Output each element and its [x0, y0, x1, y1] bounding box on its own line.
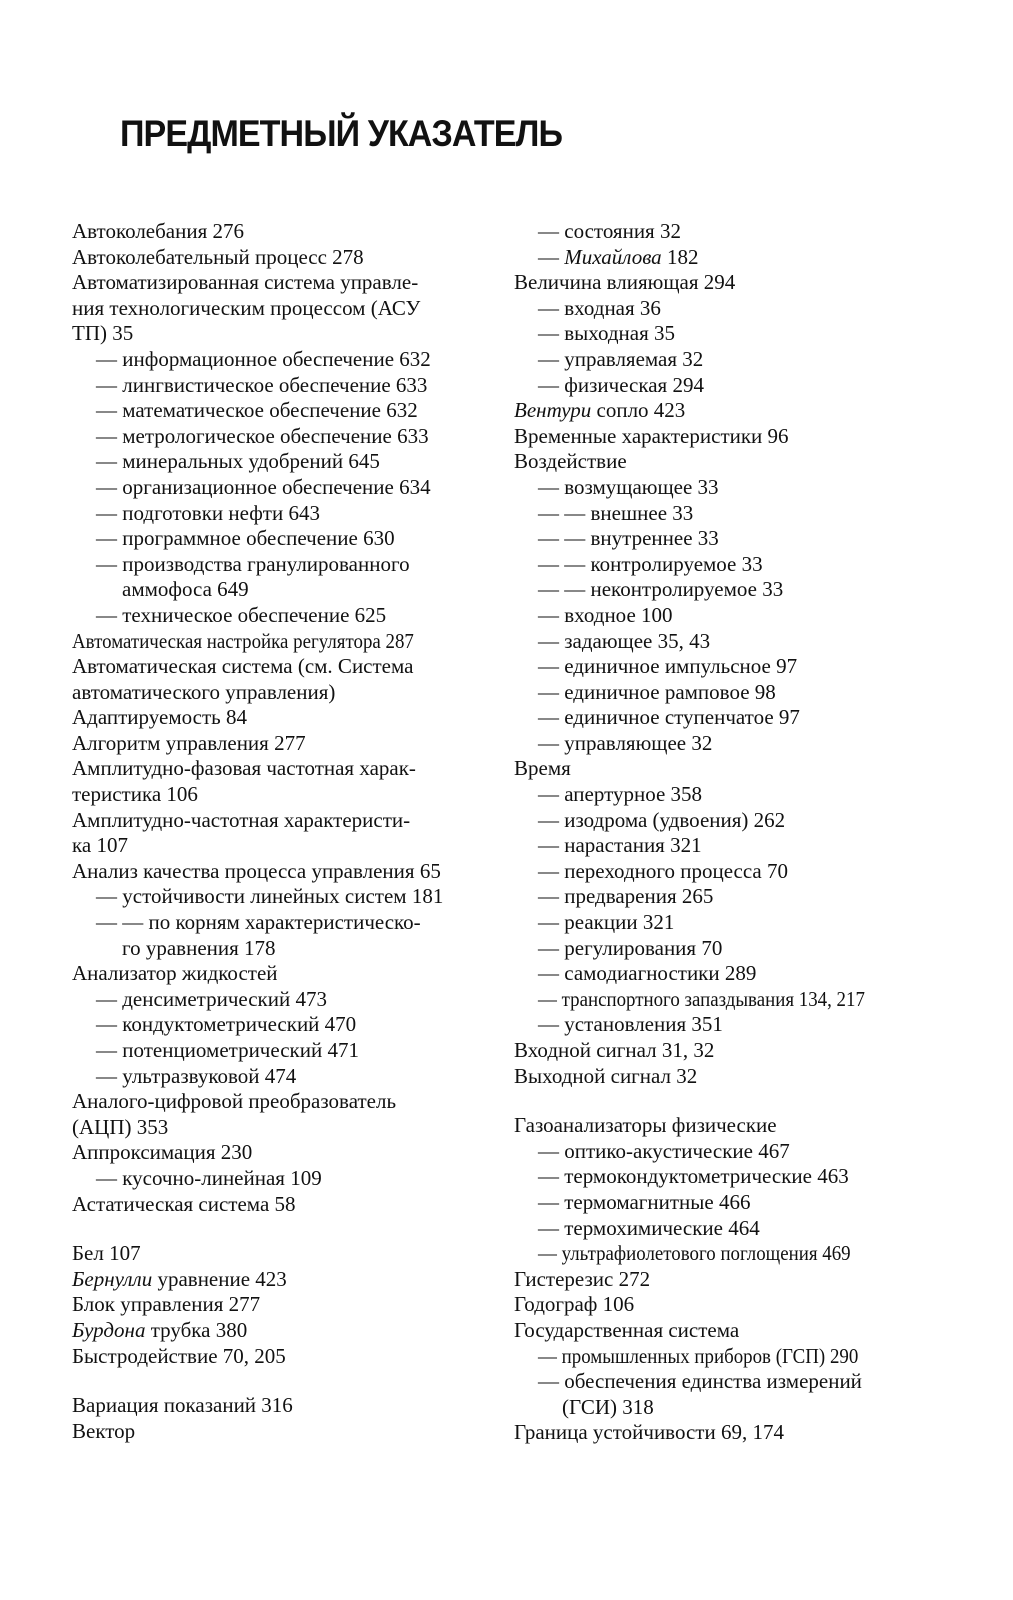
index-subentry: — информационное обеспечение 632	[96, 346, 431, 371]
index-entry: Время	[514, 756, 571, 781]
index-subentry: — лингвистическое обеспечение 633	[96, 372, 428, 397]
index-subentry: — организационное обеспечение 634	[96, 474, 431, 499]
index-entry-rest: уравнение 423	[157, 1266, 287, 1291]
index-subentry-continuation: аммофоса 649	[122, 577, 249, 602]
index-subentry	[514, 245, 924, 271]
index-subentry: — единичное импульсное 97	[538, 654, 798, 679]
index-entry: автоматического управления)	[72, 679, 336, 704]
index-entry: Годограф 106	[514, 1292, 635, 1317]
index-subentry: — транспортного запаздывания 134, 217	[538, 986, 865, 1011]
index-subentry: — обеспечения единства измерений	[538, 1369, 862, 1394]
index-entry: Вектор	[72, 1418, 136, 1443]
index-entry: Автоматическая настройка регулятора 287	[72, 628, 414, 653]
index-entry: Газоанализаторы физические	[514, 1113, 777, 1138]
index-subentry-continuation: го уравнения 178	[122, 935, 276, 960]
index-subentry: — входное 100	[538, 602, 673, 627]
index-subentry: — самодиагностики 289	[538, 961, 757, 986]
index-subentry: — — внутреннее 33	[538, 526, 719, 551]
index-subentry: — — по корням характеристическо-	[96, 910, 421, 935]
index-subentry: — переходного процесса 70	[538, 858, 789, 883]
index-entry: Блок управления 277	[72, 1292, 261, 1317]
index-dash: —	[538, 244, 565, 269]
index-entry: Государственная система	[514, 1317, 740, 1342]
index-subentry: — кондуктометрический 470	[96, 1012, 357, 1037]
index-entry: ка 107	[72, 833, 128, 858]
index-subentry: — единичное рамповое 98	[538, 679, 776, 704]
index-entry: Аппроксимация 230	[72, 1140, 253, 1165]
index-subentry: — состояния 32	[538, 219, 681, 243]
index-column-right	[514, 219, 924, 1446]
index-subentry: — установления 351	[538, 1012, 723, 1037]
index-entry: Выходной сигнал 32	[514, 1063, 698, 1088]
index-entry: Входной сигнал 31, 32	[514, 1038, 715, 1062]
index-subentry: — возмущающее 33	[538, 474, 719, 499]
index-entry: Временные характеристики 96	[514, 423, 789, 448]
index-entry: ТП) 35	[72, 321, 134, 346]
index-entry-rest: трубка 380	[150, 1317, 248, 1342]
index-entry: Автоколебательный процесс 278	[72, 244, 364, 269]
index-subentry: — регулирования 70	[538, 935, 723, 960]
index-entry: Анализатор жидкостей	[72, 961, 278, 986]
index-entry: Амплитудно-фазовая частотная харак-	[72, 756, 416, 781]
index-entry: Вариация показаний 316	[72, 1393, 293, 1418]
index-entry: Бел 107	[72, 1241, 141, 1266]
index-subentry: — термокондуктометрические 463	[538, 1164, 849, 1189]
index-entry	[72, 1267, 492, 1293]
index-entry: Граница устойчивости 69, 174	[514, 1420, 784, 1445]
index-entry-rest: 182	[666, 244, 699, 269]
index-entry-name: Бернулли	[72, 1266, 153, 1291]
index-entry: Анализ качества процесса управления 65	[72, 858, 441, 883]
index-subentry: — — неконтролируемое 33	[538, 577, 784, 602]
index-subentry: — потенциометрический 471	[96, 1038, 359, 1062]
index-entry: Автоматическая система (см. Система	[72, 654, 414, 679]
index-subentry: — ультразвуковой 474	[96, 1063, 297, 1088]
index-subentry: — промышленных приборов (ГСП) 290	[538, 1343, 859, 1368]
index-subentry: — реакции 321	[538, 910, 675, 935]
index-subentry: — предварения 265	[538, 884, 714, 909]
index-subentry: — денсиметрический 473	[96, 986, 327, 1011]
index-subentry: — ультрафиолетового поглощения 469	[538, 1241, 851, 1266]
index-entry: Астатическая система 58	[72, 1191, 296, 1216]
index-entry-name: Михайлова	[564, 244, 662, 269]
index-entry: Автоматизированная система управле-	[72, 270, 419, 295]
index-entry: Адаптируемость 84	[72, 705, 247, 730]
index-entry-name: Вентури	[514, 398, 592, 423]
index-entry-rest: сопло 423	[596, 398, 686, 423]
index-subentry: — выходная 35	[538, 321, 676, 346]
index-entry: Аналого-цифровой преобразователь	[72, 1089, 397, 1114]
index-subentry: — минеральных удобрений 645	[96, 449, 380, 474]
index-entry: Амплитудно-частотная характеристи-	[72, 807, 411, 832]
index-subentry: — термомагнитные 466	[538, 1189, 751, 1214]
index-entry	[514, 398, 924, 424]
index-subentry: — входная 36	[538, 295, 661, 320]
index-subentry: — метрологическое обеспечение 633	[96, 423, 429, 448]
index-entry: Гистерезис 272	[514, 1266, 651, 1291]
index-subentry: — устойчивости линейных систем 181	[96, 884, 444, 909]
index-subentry: — кусочно-линейная 109	[96, 1165, 322, 1190]
index-subentry: — — контролируемое 33	[538, 551, 763, 576]
index-subentry: — физическая 294	[538, 372, 704, 397]
index-entry: (АЦП) 353	[72, 1114, 169, 1139]
index-entry: Воздействие	[514, 449, 627, 474]
index-subentry-continuation: (ГСИ) 318	[562, 1394, 654, 1419]
index-subentry: — математическое обеспечение 632	[96, 398, 418, 423]
index-subentry: — — внешнее 33	[538, 500, 694, 525]
index-subentry: — техническое обеспечение 625	[96, 602, 387, 627]
index-entry: Быстродействие 70, 205	[72, 1343, 286, 1368]
index-subentry: — апертурное 358	[538, 782, 703, 807]
index-subentry: — задающее 35, 43	[538, 628, 711, 653]
index-entry: Алгоритм управления 277	[72, 730, 306, 755]
index-entry: теристика 106	[72, 782, 198, 807]
index-subentry: — управляемая 32	[538, 346, 704, 371]
index-column-left	[72, 219, 492, 1444]
index-subentry: — нарастания 321	[538, 833, 702, 858]
index-entry: Автоколебания 276	[72, 219, 245, 243]
index-entry: ния технологическим процессом (АСУ	[72, 295, 421, 320]
index-subentry: — оптико-акустические 467	[538, 1138, 790, 1163]
index-entry-name: Бурдона	[72, 1317, 146, 1342]
index-subentry: — подготовки нефти 643	[96, 500, 320, 525]
index-subentry: — изодрома (удвоения) 262	[538, 807, 786, 832]
index-entry	[72, 1318, 492, 1344]
index-subentry: — единичное ступенчатое 97	[538, 705, 800, 730]
index-subentry: — термохимические 464	[538, 1215, 760, 1240]
index-subentry: — программное обеспечение 630	[96, 526, 395, 551]
index-subentry: — производства гранулированного	[96, 551, 410, 576]
page-title: ПРЕДМЕТНЫЙ УКАЗАТЕЛЬ	[120, 113, 563, 154]
index-entry: Величина влияющая 294	[514, 270, 736, 295]
index-subentry: — управляющее 32	[538, 730, 713, 755]
